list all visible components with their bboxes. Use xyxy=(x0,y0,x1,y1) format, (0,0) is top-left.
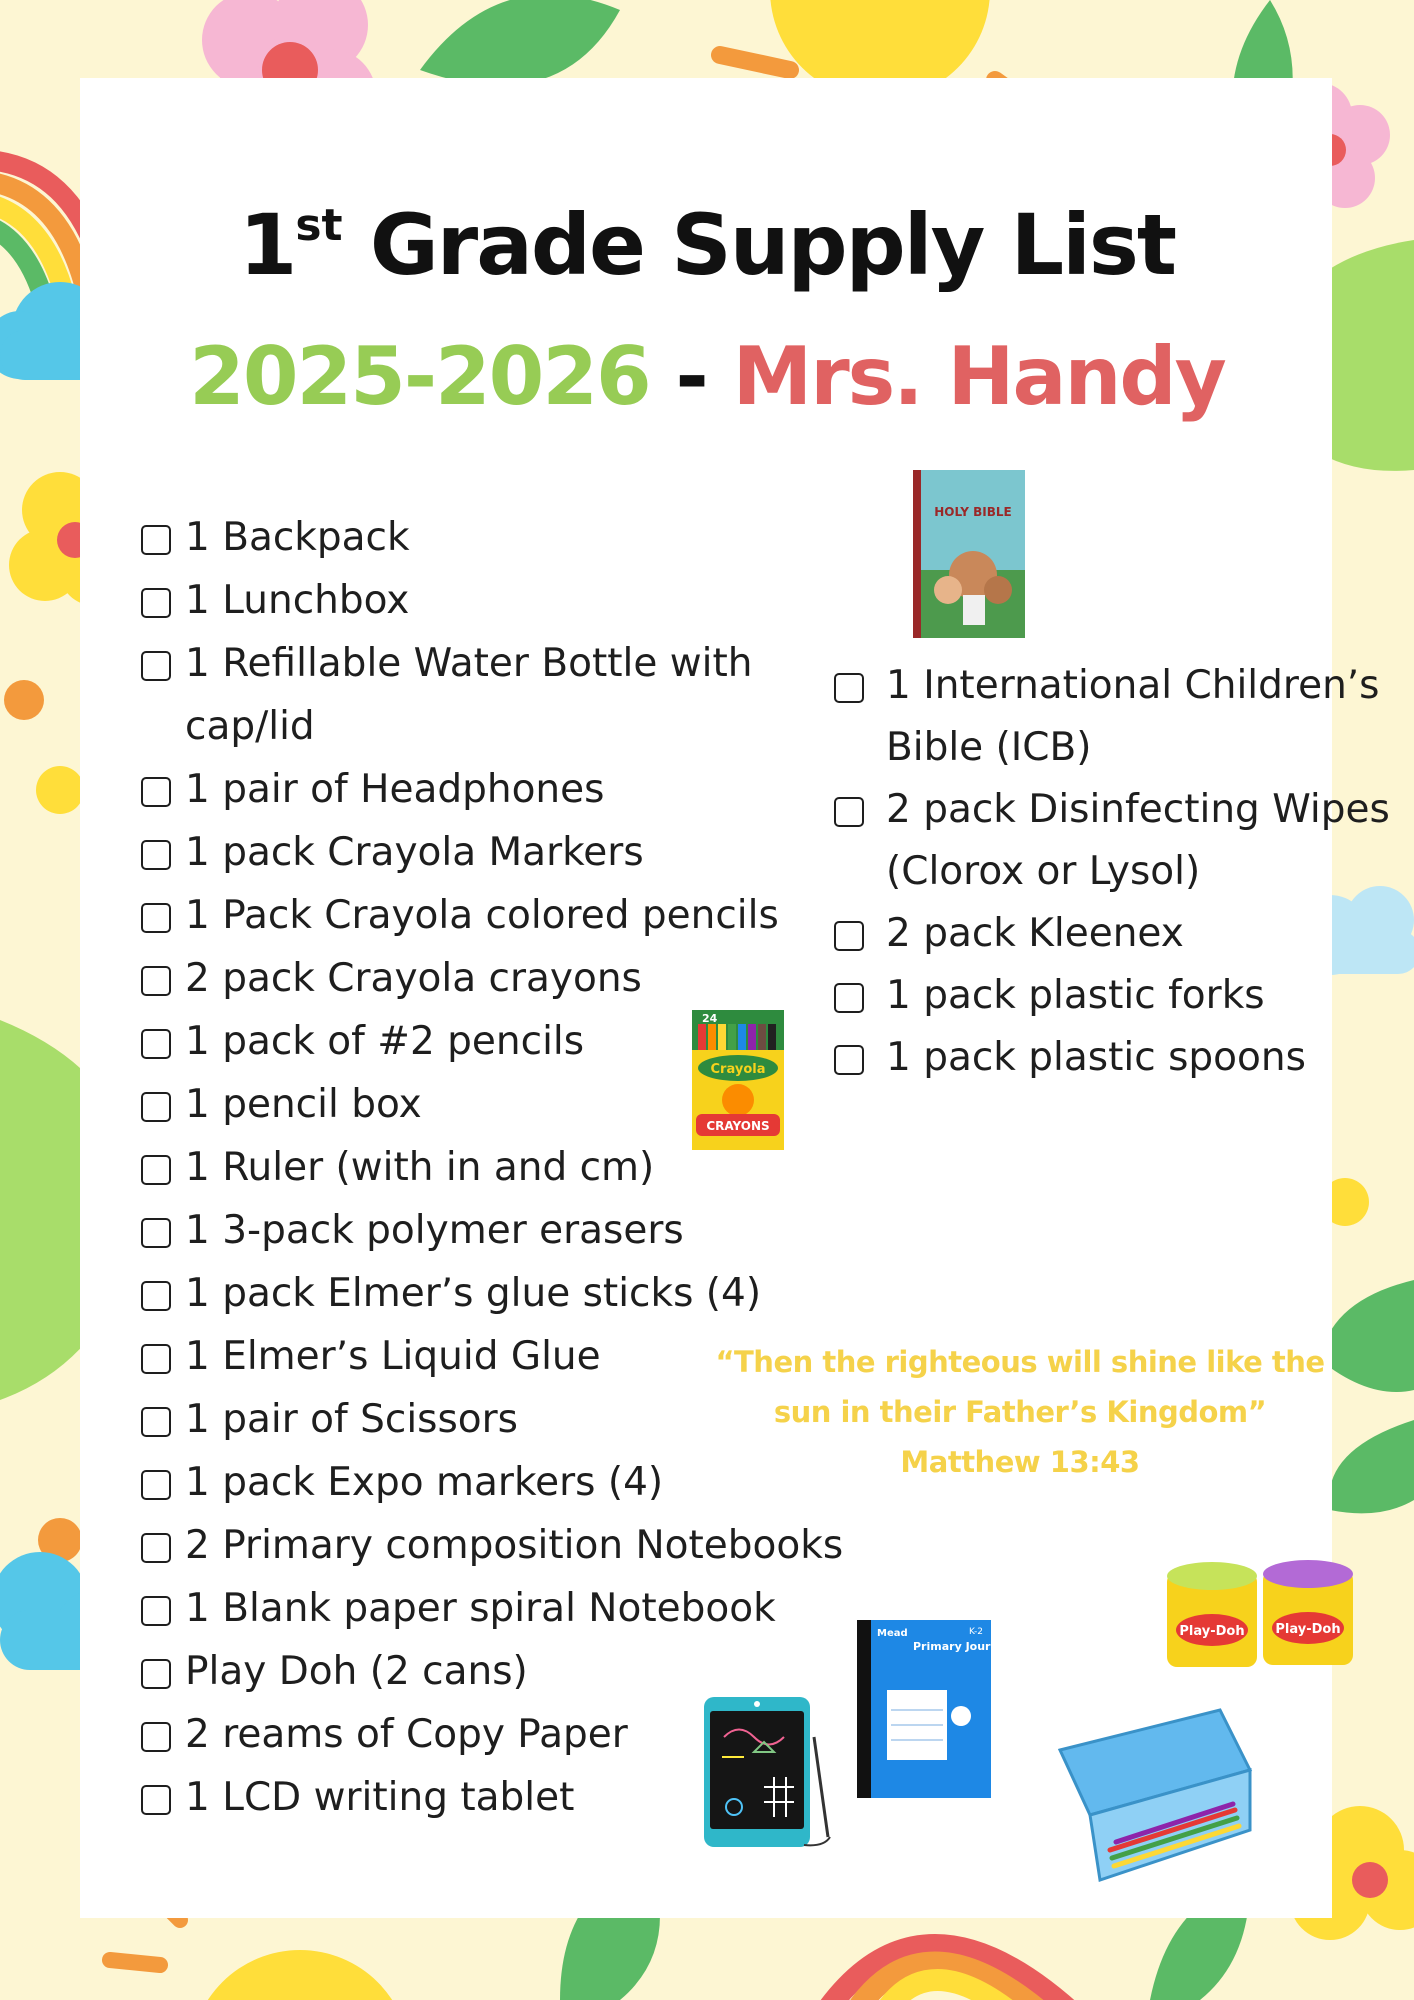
checkbox[interactable] xyxy=(834,673,864,703)
item-label: 1 pack Expo markers (4) xyxy=(185,1460,664,1505)
list-item xyxy=(141,1640,861,1703)
grade-suffix: st xyxy=(295,200,343,251)
pencil-box-icon xyxy=(1050,1710,1260,1900)
playdoh-label-1: Play-Doh xyxy=(1179,1624,1245,1639)
item-label: 1 pack Crayola Markers xyxy=(185,830,644,875)
checkbox[interactable] xyxy=(834,921,864,951)
sun-bottom xyxy=(190,1950,410,2000)
grade-number: 1 xyxy=(238,196,296,294)
checkbox[interactable] xyxy=(141,1155,171,1185)
item-label: 1 Ruler (with in and cm) xyxy=(185,1145,655,1190)
item-label: 1 pair of Headphones xyxy=(185,767,605,812)
checkbox[interactable] xyxy=(141,1029,171,1059)
item-label: 1 pack Elmer’s glue sticks (4) xyxy=(185,1271,762,1316)
item-label: 2 pack Disinfecting Wipes xyxy=(886,787,1390,832)
list-item xyxy=(141,947,861,1010)
page-title xyxy=(0,196,1414,294)
crayola-crayons-box-icon xyxy=(692,1010,784,1150)
title-text: Grade Supply List xyxy=(369,196,1176,294)
list-item xyxy=(834,903,1394,965)
play-doh-cans-icon xyxy=(1165,1562,1355,1672)
item-label: 1 Backpack xyxy=(185,515,410,560)
verse-line-1: “Then the righteous will shine like the xyxy=(715,1345,1325,1379)
item-label: 1 pack of #2 pencils xyxy=(185,1019,585,1064)
item-label: 2 pack Kleenex xyxy=(886,911,1184,956)
item-label: Play Doh (2 cans) xyxy=(185,1649,528,1694)
checkbox[interactable] xyxy=(834,1045,864,1075)
item-label: 2 pack Crayola crayons xyxy=(185,956,642,1001)
item-label: 1 Pack Crayola colored pencils xyxy=(185,893,779,938)
item-label: 1 3-pack polymer erasers xyxy=(185,1208,684,1253)
list-item xyxy=(141,821,861,884)
subtitle-separator: - xyxy=(675,330,707,423)
dot-orange-left xyxy=(4,680,44,720)
checkbox[interactable] xyxy=(141,1470,171,1500)
checkbox[interactable] xyxy=(141,525,171,555)
checkbox[interactable] xyxy=(141,840,171,870)
list-item xyxy=(834,779,1394,903)
list-item xyxy=(141,506,861,569)
list-item xyxy=(834,655,1394,779)
leaf-right-bottom xyxy=(1329,1420,1414,1513)
lcd-writing-tablet-icon xyxy=(704,1697,834,1849)
dot-yellow-left xyxy=(36,766,84,814)
rainbow-bottom xyxy=(820,1945,1080,2000)
crayola-brand: Crayola xyxy=(710,1062,766,1077)
checkbox[interactable] xyxy=(141,1785,171,1815)
item-label: 1 pencil box xyxy=(185,1082,422,1127)
checkbox[interactable] xyxy=(834,797,864,827)
item-label-continued: (Clorox or Lysol) xyxy=(886,849,1201,894)
list-item xyxy=(141,1514,861,1577)
checkbox[interactable] xyxy=(141,1596,171,1626)
crayons-label: CRAYONS xyxy=(706,1119,770,1133)
item-label: 1 pack plastic spoons xyxy=(886,1035,1306,1080)
checkbox[interactable] xyxy=(141,1092,171,1122)
supply-list-left xyxy=(141,506,861,1829)
primary-journal-notebook-icon xyxy=(857,1620,1010,1798)
supply-list-right xyxy=(834,655,1394,1089)
checkbox[interactable] xyxy=(834,983,864,1013)
checkbox[interactable] xyxy=(141,903,171,933)
list-item xyxy=(141,1199,861,1262)
checkbox[interactable] xyxy=(141,1722,171,1752)
page-subtitle xyxy=(0,330,1414,423)
item-label: 1 pair of Scissors xyxy=(185,1397,519,1442)
checkbox[interactable] xyxy=(141,1344,171,1374)
list-item xyxy=(834,965,1394,1027)
journal-brand: Mead xyxy=(877,1628,908,1639)
verse-reference: Matthew 13:43 xyxy=(900,1445,1140,1479)
bible-verse xyxy=(700,1337,1340,1487)
holy-bible-book-icon xyxy=(913,470,1025,638)
item-label: 1 Refillable Water Bottle with xyxy=(185,641,753,686)
checkbox[interactable] xyxy=(141,588,171,618)
list-item xyxy=(141,632,861,758)
verse-line-2: sun in their Father’s Kingdom” xyxy=(773,1395,1267,1429)
crayon-count: 24 xyxy=(702,1012,718,1025)
list-item xyxy=(141,569,861,632)
item-label: 1 International Children’s xyxy=(886,663,1380,708)
item-label-continued: Bible (ICB) xyxy=(886,725,1092,770)
item-label: 2 Primary composition Notebooks xyxy=(185,1523,844,1568)
leaf-top-left xyxy=(420,0,620,86)
list-item xyxy=(141,884,861,947)
item-label: 1 Elmer’s Liquid Glue xyxy=(185,1334,601,1379)
journal-title: Primary Journal xyxy=(913,1640,1010,1653)
list-item xyxy=(141,1262,861,1325)
list-item xyxy=(141,1577,861,1640)
item-label: 1 Lunchbox xyxy=(185,578,410,623)
item-label: 2 reams of Copy Paper xyxy=(185,1712,628,1757)
checkbox[interactable] xyxy=(141,651,171,681)
checkbox[interactable] xyxy=(141,1218,171,1248)
checkbox[interactable] xyxy=(141,966,171,996)
item-label: 1 LCD writing tablet xyxy=(185,1775,575,1820)
teacher-name: Mrs. Handy xyxy=(732,330,1225,423)
bible-label: HOLY BIBLE xyxy=(934,505,1012,519)
checkbox[interactable] xyxy=(141,1407,171,1437)
checkbox[interactable] xyxy=(141,1533,171,1563)
school-year: 2025-2026 xyxy=(189,330,650,423)
playdoh-label-2: Play-Doh xyxy=(1275,1622,1341,1637)
list-item xyxy=(834,1027,1394,1089)
item-label-continued: cap/lid xyxy=(185,704,315,749)
checkbox[interactable] xyxy=(141,777,171,807)
item-label: 1 pack plastic forks xyxy=(886,973,1265,1018)
checkbox[interactable] xyxy=(141,1659,171,1689)
journal-grade: K-2 xyxy=(969,1627,983,1637)
checkbox[interactable] xyxy=(141,1281,171,1311)
item-label: 1 Blank paper spiral Notebook xyxy=(185,1586,776,1631)
list-item xyxy=(141,758,861,821)
